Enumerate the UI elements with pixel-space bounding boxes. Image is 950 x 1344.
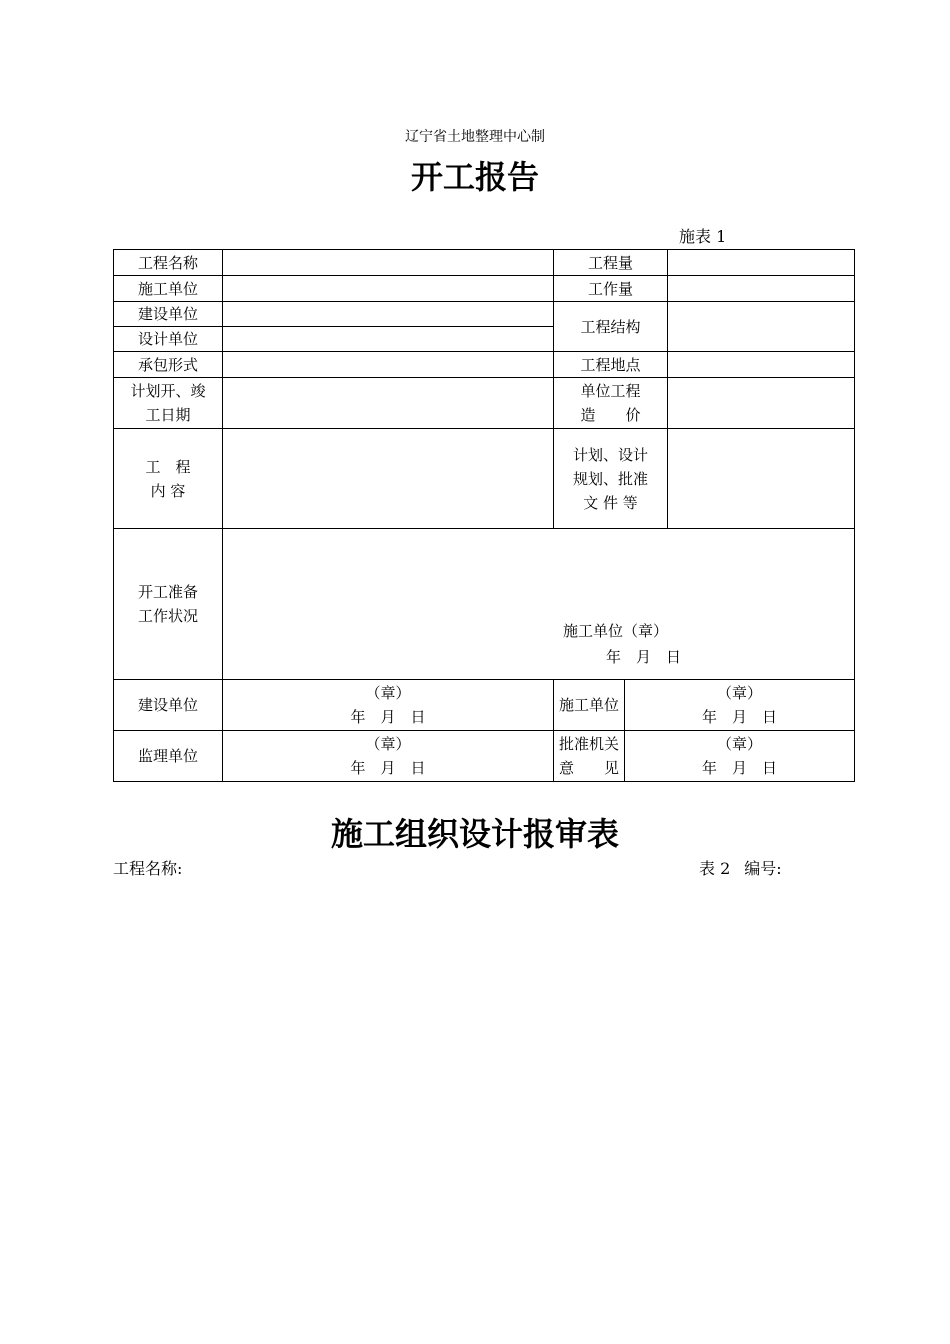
label-prep-line1: 开工准备	[137, 583, 198, 601]
sign-date: 年 月 日	[350, 759, 426, 777]
label-prep-status	[114, 529, 223, 680]
label-construction-unit: 施工单位	[114, 276, 223, 302]
label-planned-dates-line1: 计划开、竣	[130, 382, 206, 400]
seal-text: （章）	[365, 735, 411, 753]
value-content	[223, 429, 554, 529]
value-owner-unit	[223, 302, 554, 327]
label-design-unit: 设计单位	[114, 327, 223, 352]
value-project-name	[223, 250, 554, 276]
sign-supervisor-label: 监理单位	[114, 731, 223, 782]
label-unit-cost-line1: 单位工程	[580, 382, 641, 400]
sign-construction-label: 施工单位	[554, 680, 625, 731]
table-row	[114, 352, 855, 378]
value-construction-unit	[223, 276, 554, 302]
label-planning-docs-line3: 文 件 等	[583, 493, 638, 512]
label-content-line1: 工 程	[145, 457, 191, 476]
issuer-line: 辽宁省土地整理中心制	[405, 129, 545, 145]
label-content-line2: 内 容	[150, 481, 186, 500]
value-contract-form	[223, 352, 554, 378]
table-row	[114, 250, 855, 276]
prep-date: 年 月 日	[606, 647, 682, 666]
label-prep-line2: 工作状况	[137, 607, 198, 625]
sign-approval-label	[554, 731, 625, 782]
label-location: 工程地点	[554, 352, 668, 378]
section2-project-name-label: 工程名称:	[113, 859, 183, 878]
prep-signature-area	[223, 530, 854, 679]
label-planned-dates-line2: 工日期	[145, 406, 191, 424]
label-contract-form: 承包形式	[114, 352, 223, 378]
label-project-name: 工程名称	[114, 250, 223, 276]
start-report-table	[113, 249, 855, 782]
value-planning-docs	[668, 429, 855, 529]
label-planning-docs	[554, 429, 668, 529]
value-prep-status	[223, 529, 855, 680]
value-structure	[668, 302, 855, 352]
page-title: 开工报告	[410, 158, 539, 196]
sign-approval-line1: 批准机关	[558, 735, 619, 753]
sign-supervisor-box	[223, 731, 554, 782]
sign-approval-box	[625, 731, 855, 782]
sign-owner-label: 建设单位	[114, 680, 223, 731]
value-design-unit	[223, 327, 554, 352]
section2-meta	[699, 859, 782, 879]
table-row	[114, 276, 855, 302]
sign-date: 年 月 日	[350, 708, 426, 726]
value-planned-dates	[223, 378, 554, 429]
section2-serial-label: 编号:	[744, 859, 782, 878]
label-planning-docs-line2: 规划、批准	[572, 469, 648, 488]
label-quantity: 工程量	[554, 250, 668, 276]
value-workload	[668, 276, 855, 302]
section2-table-number: 表 2	[699, 859, 731, 878]
label-content	[114, 429, 223, 529]
value-unit-cost	[668, 378, 855, 429]
value-location	[668, 352, 855, 378]
table-row	[114, 429, 855, 529]
section2-title: 施工组织设计报审表	[330, 815, 619, 853]
sign-owner-box	[223, 680, 554, 731]
sign-approval-line2: 意 见	[558, 759, 619, 777]
table-row	[114, 302, 855, 327]
label-planned-dates	[114, 378, 223, 429]
label-workload: 工作量	[554, 276, 668, 302]
prep-signature: 施工单位（章）	[563, 621, 669, 640]
table-row	[114, 731, 855, 782]
value-quantity	[668, 250, 855, 276]
table-row	[114, 378, 855, 429]
table-row	[114, 529, 855, 680]
form-number: 施表 1	[679, 227, 727, 246]
label-unit-cost	[554, 378, 668, 429]
label-unit-cost-line2: 造 价	[580, 406, 641, 424]
sign-construction-box	[625, 680, 855, 731]
sign-date: 年 月 日	[701, 759, 777, 777]
label-owner-unit: 建设单位	[114, 302, 223, 327]
seal-text: （章）	[716, 684, 762, 702]
label-planning-docs-line1: 计划、设计	[572, 445, 648, 464]
sign-date: 年 月 日	[701, 708, 777, 726]
label-structure: 工程结构	[554, 302, 668, 352]
table-row	[114, 680, 855, 731]
seal-text: （章）	[365, 684, 411, 702]
seal-text: （章）	[716, 735, 762, 753]
